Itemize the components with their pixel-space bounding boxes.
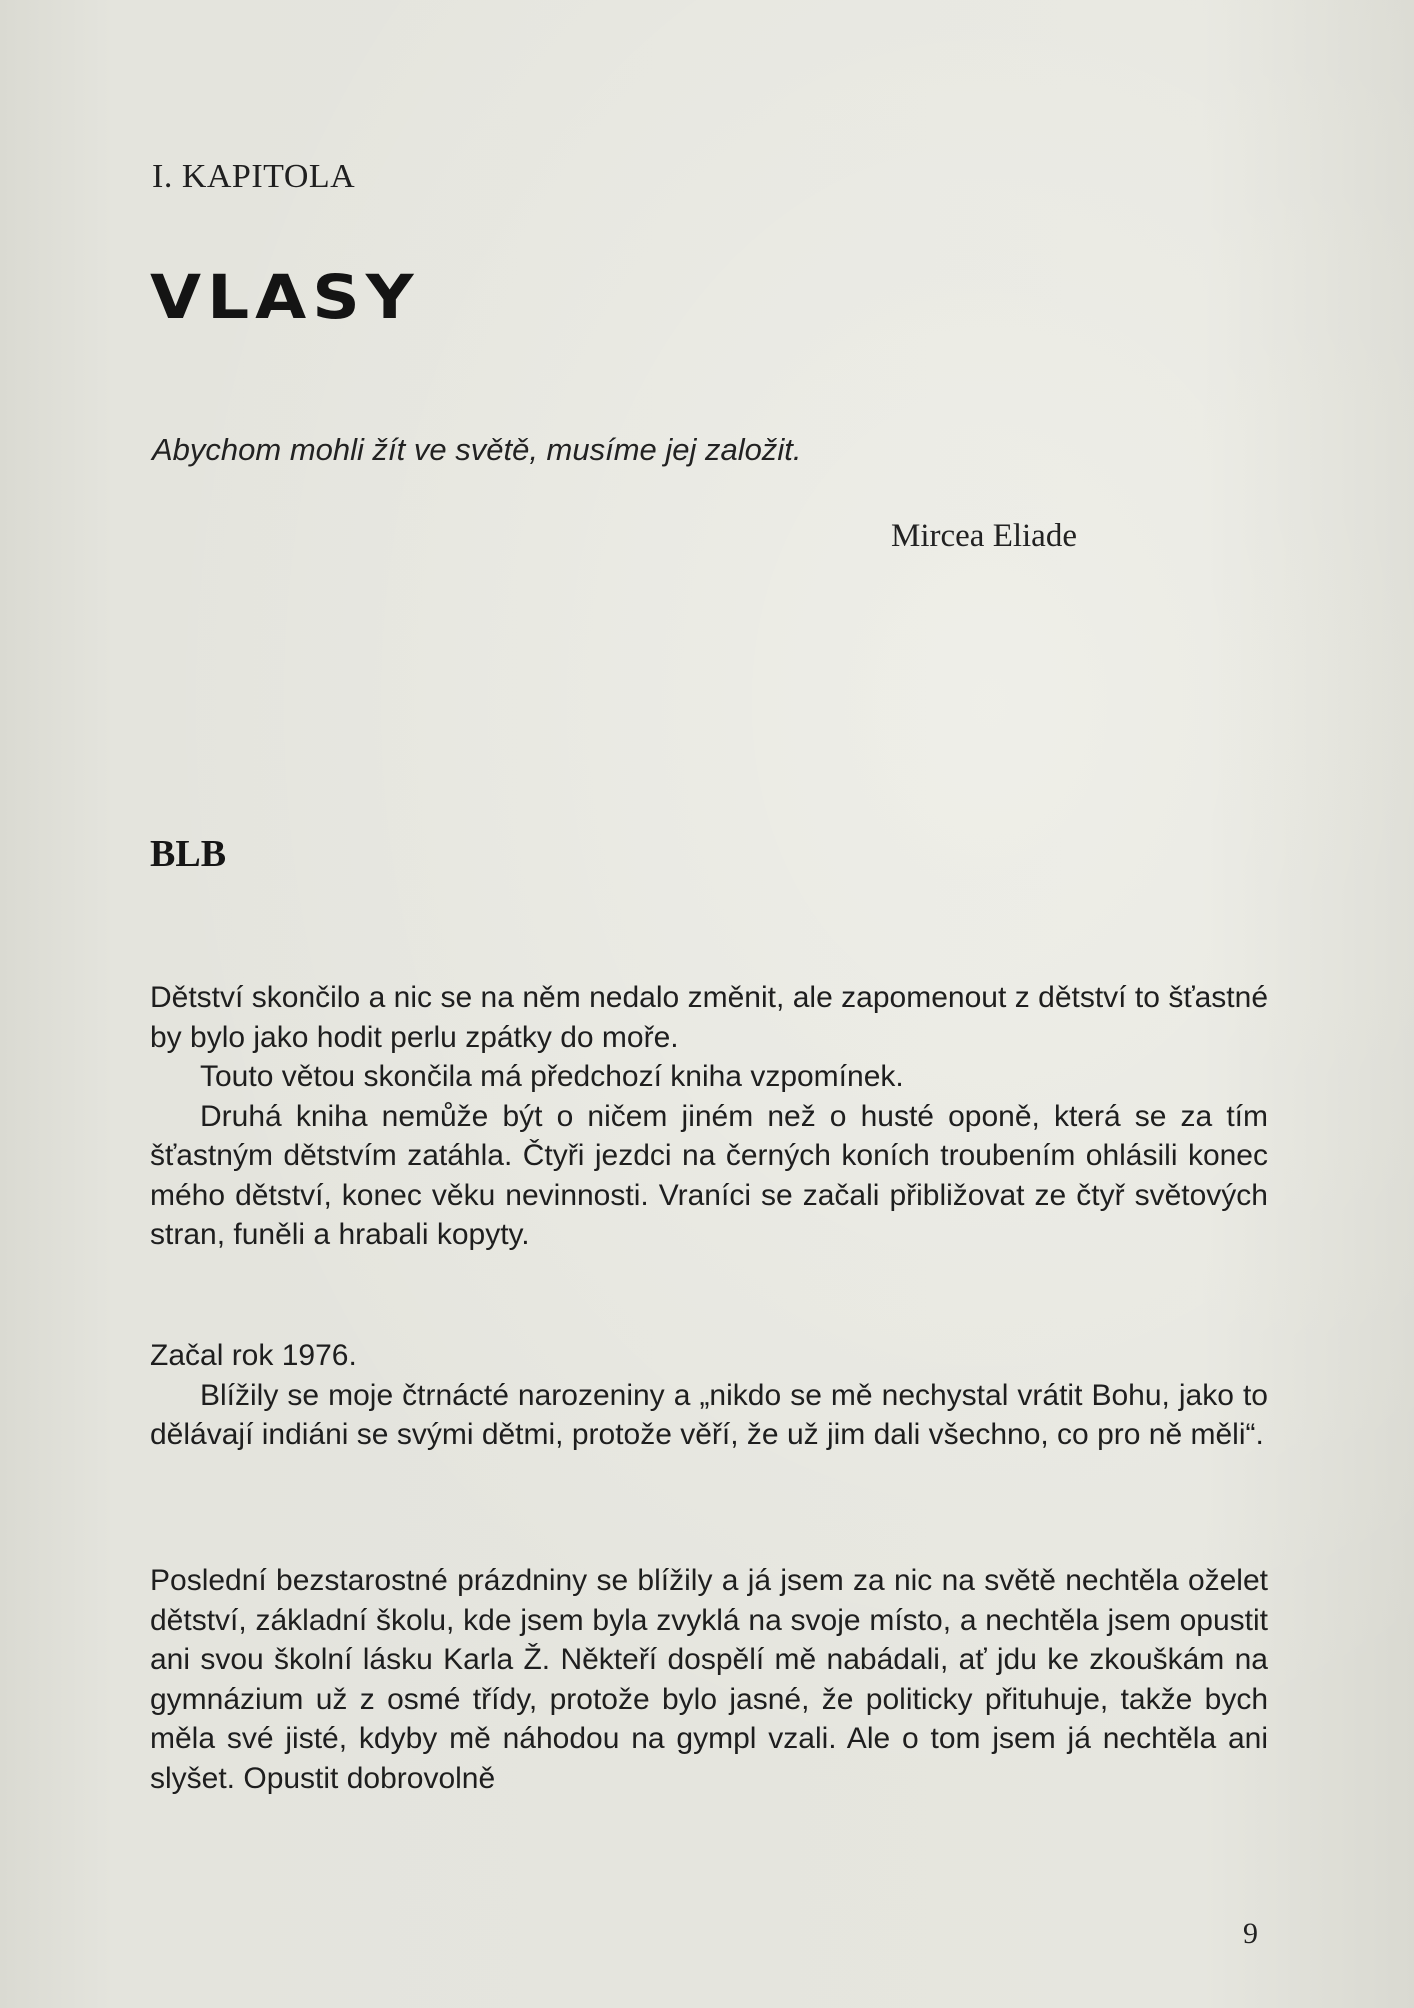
section-title: BLB	[150, 833, 227, 875]
text-block-2	[150, 1336, 1268, 1455]
paragraph: Začal rok 1976.	[150, 1339, 357, 1372]
paragraph: Dětství skončilo a nic se na něm nedalo změnit, ale zapomenout z dětství to šťastné by bylo jako hodit perlu zpátky do moře.	[150, 981, 1268, 1054]
epigraph-quote: Abychom mohli žít ve světě, musíme jej založit.	[152, 432, 802, 467]
paragraph: Blížily se moje čtrnácté narozeniny a „nikdo se mě nechystal vrátit Bohu, jako to dělávají indiáni se svými dětmi, protože věří, že už jim dali všechno, co pro ně měli“.	[150, 1378, 1268, 1451]
chapter-title: VLASY	[150, 262, 420, 333]
text-block-1	[150, 978, 1268, 1255]
paragraph: Touto větou skončila má předchozí kniha vzpomínek.	[200, 1060, 904, 1093]
page-number: 9	[1243, 1917, 1258, 1950]
epigraph-author: Mircea Eliade	[891, 518, 1077, 554]
text-block-3	[150, 1561, 1268, 1798]
paragraph: Poslední bezstarostné prázdniny se blížily a já jsem za nic na světě nechtěla oželet dětství, základní školu, kde jsem byla zvyklá na svoje místo, a nechtěla jsem opustit ani svou školní lásku Karla Ž. Někteří dospělí mě nabádali, ať jdu ke zkouškám na gymnázium už z osmé třídy, protože bylo jasné, že politicky přituhuje, takže bych měla své jisté, kdyby mě náhodou na gympl vzali. Ale o tom jsem já nechtěla ani slyšet. Opustit dobrovolně	[150, 1564, 1268, 1795]
paragraph: Druhá kniha nemůže být o ničem jiném než o husté oponě, která se za tím šťastným dětstvím zatáhla. Čtyři jezdci na černých koních troubením ohlásili konec mého dětství, konec věku nevinnosti. Vraníci se začali přibližovat ze čtyř světových stran, funěli a hrabali kopyty.	[150, 1099, 1268, 1251]
chapter-label: I. KAPITOLA	[152, 158, 356, 195]
